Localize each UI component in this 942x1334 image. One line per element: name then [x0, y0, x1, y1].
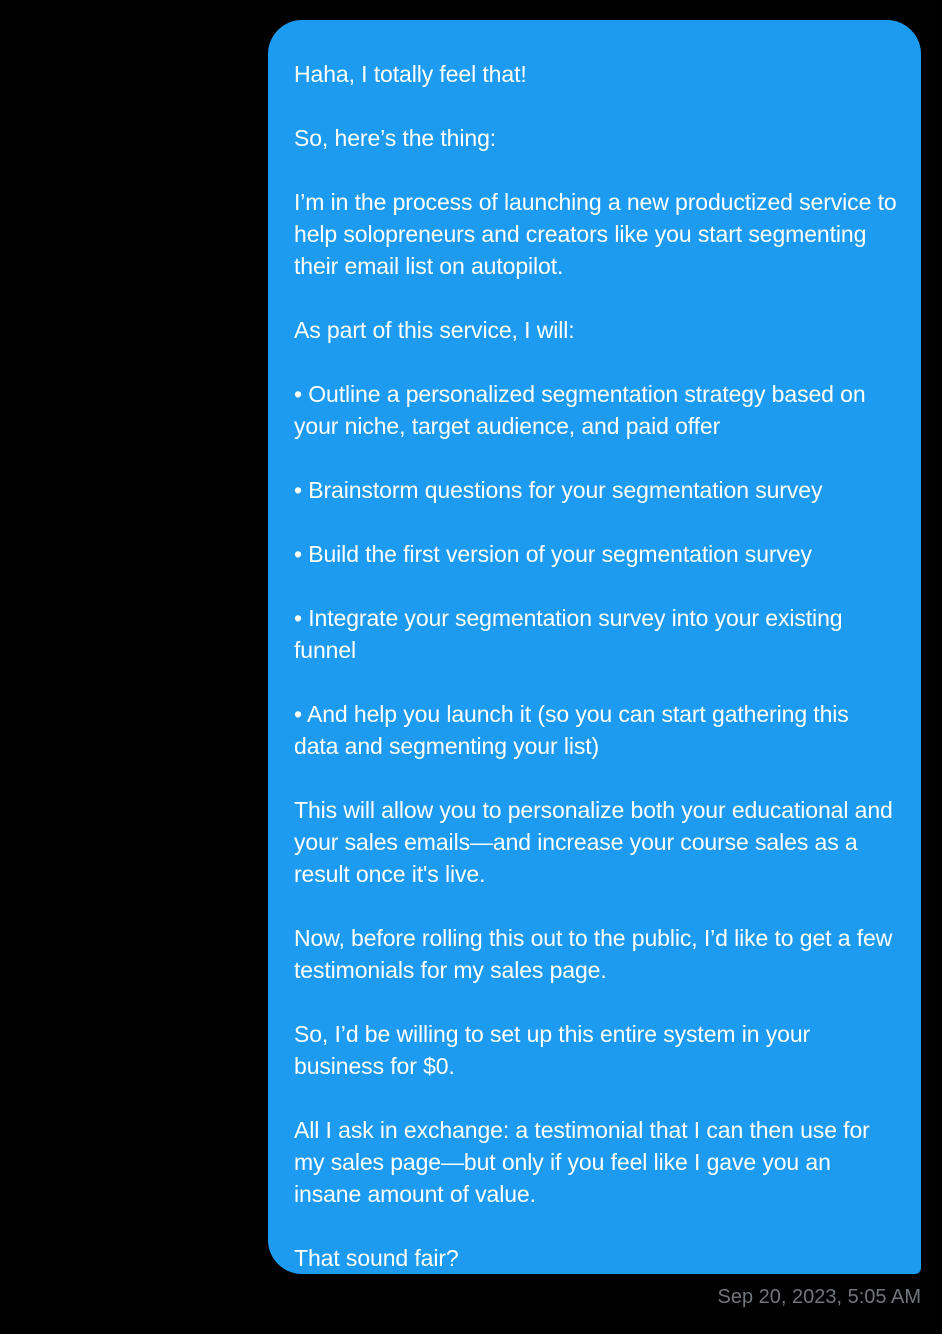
- message-paragraph: All I ask in exchange: a testimonial that I can then use for my sales page—but only if you feel like I gave you an insane amount of value.: [294, 1117, 870, 1207]
- sent-message-bubble[interactable]: [268, 20, 921, 1274]
- message-bullet: • Outline a personalized segmentation strategy based on your niche, target audience, and paid offer: [294, 381, 866, 439]
- message-paragraph: Now, before rolling this out to the public, I’d like to get a few testimonials for my sales page.: [294, 925, 893, 983]
- message-bullet: • Build the first version of your segmentation survey: [294, 541, 812, 567]
- message-bullet: • And help you launch it (so you can start gathering this data and segmenting your list): [294, 701, 849, 759]
- message-paragraph: That sound fair?: [294, 1245, 459, 1271]
- message-paragraph: So, here’s the thing:: [294, 125, 497, 151]
- message-bullet: • Integrate your segmentation survey into your existing funnel: [294, 605, 843, 663]
- message-timestamp: Sep 20, 2023, 5:05 AM: [717, 1286, 921, 1308]
- message-paragraph: This will allow you to personalize both your educational and your sales emails—and increase your course sales as a result once it's live.: [294, 797, 893, 887]
- message-paragraph: Haha, I totally feel that!: [294, 61, 527, 87]
- message-paragraph: As part of this service, I will:: [294, 317, 575, 343]
- message-paragraph: So, I’d be willing to set up this entire system in your business for $0.: [294, 1021, 811, 1079]
- message-bullet: • Brainstorm questions for your segmentation survey: [294, 477, 823, 503]
- message-paragraph: I’m in the process of launching a new productized service to help solopreneurs and creators like you start segmenting their email list on autopilot.: [294, 189, 897, 279]
